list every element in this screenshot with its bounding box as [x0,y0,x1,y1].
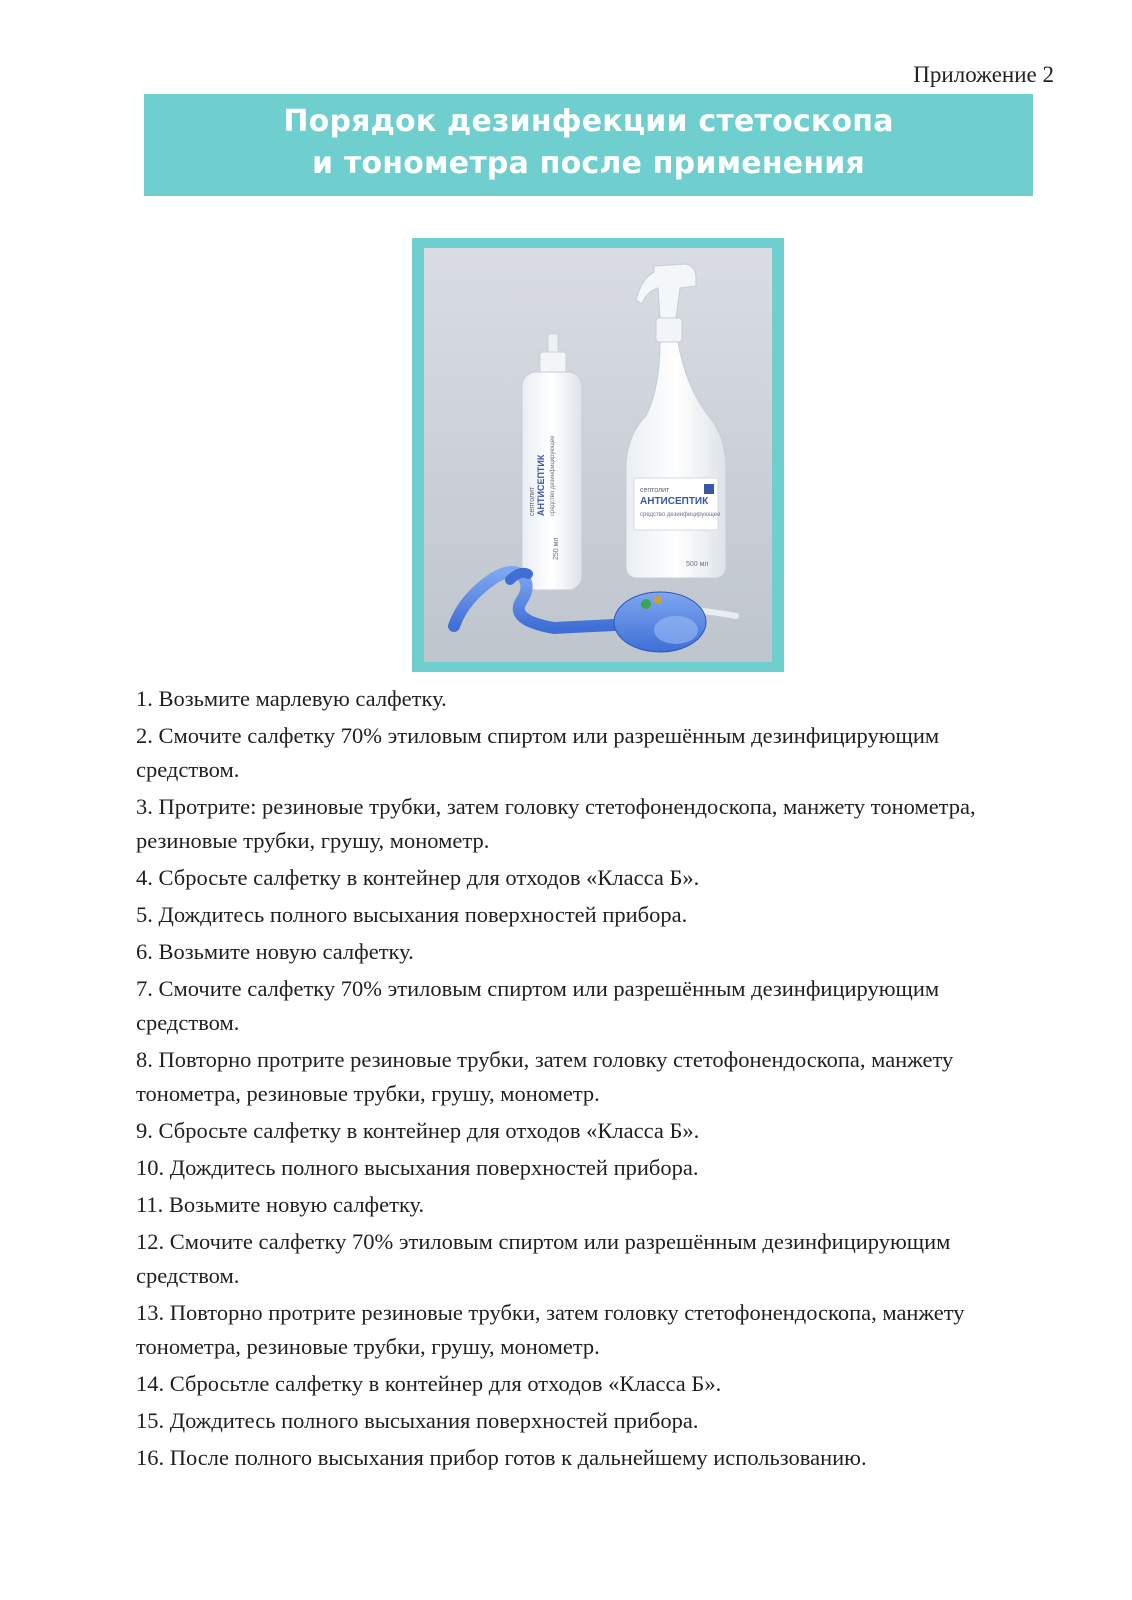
list-item: 12. Смочите салфетку 70% этиловым спиртом или разрешённым дезинфицирующим средством. [136,1229,951,1288]
large-bottle-product: АНТИСЕПТИК [640,496,709,507]
list-item: 7. Смочите салфетку 70% этиловым спиртом или разрешённым дезинфицирующим средством. [136,976,940,1035]
list-item: 4. Сбросьте салфетку в контейнер для отходов «Класса Б». [136,865,700,890]
list-item: 10. Дождитесь полного высыхания поверхностей прибора. [136,1155,699,1180]
list-item: 13. Повторно протрите резиновые трубки, затем головку стетофонендоскопа, манжету тонометра, резиновые трубки, грушу, монометр. [136,1300,965,1359]
list-item: 3. Протрите: резиновые трубки, затем головку стетофонендоскопа, манжету тонометра, резиновые трубки, грушу, монометр. [136,794,976,853]
small-bottle-desc: средство дезинфицирующее [550,435,556,516]
small-bottle-product: АНТИСЕПТИК [536,454,546,516]
product-photo [412,238,784,672]
list-item: 2. Смочите салфетку 70% этиловым спиртом или разрешённым дезинфицирующим средством. [136,723,940,782]
list-item: 11. Возьмите новую салфетку. [136,1192,425,1217]
small-bottle-volume: 250 мл [553,537,560,560]
appendix-label: Приложение 2 [913,62,1054,87]
title-line-2: и тонометра после применения [312,146,865,181]
large-bottle-desc: средство дезинфицирующее [640,512,721,518]
large-bottle-volume: 500 мл [686,561,709,568]
list-item: 5. Дождитесь полного высыхания поверхностей прибора. [136,902,688,927]
list-item: 15. Дождитесь полного высыхания поверхностей прибора. [136,1408,699,1433]
list-item: 8. Повторно протрите резиновые трубки, затем головку стетофонендоскопа, манжету тонометра, резиновые трубки, грушу, монометр. [136,1047,954,1106]
title-banner [144,94,1033,196]
list-item: 1. Возьмите марлевую салфетку. [136,686,447,711]
photo-illustration [424,248,772,662]
list-item: 6. Возьмите новую салфетку. [136,939,414,964]
small-bottle [522,334,582,590]
title-line-1: Порядок дезинфекции стетоскопа [283,104,894,139]
small-bottle-brand: септолит [529,486,536,516]
list-item: 14. Сбросьтле салфетку в контейнер для отходов «Класса Б». [136,1371,722,1396]
large-bottle-brand: септолит [640,487,670,494]
list-item: 9. Сбросьте салфетку в контейнер для отходов «Класса Б». [136,1118,700,1143]
list-item: 16. После полного высыхания прибор готов к дальнейшему использованию. [136,1445,867,1470]
steps-list [136,682,1026,1478]
